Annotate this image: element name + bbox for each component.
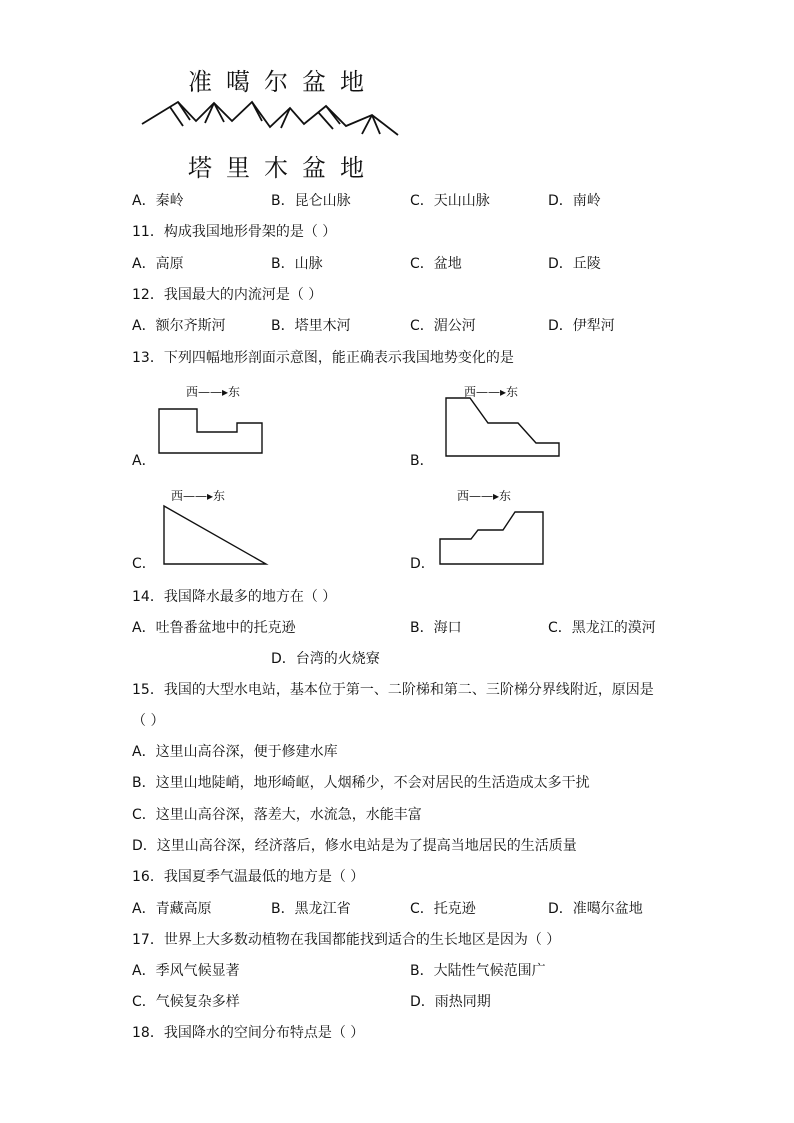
q15-option-b[interactable]: B．这里山地陡峭，地形崎岖，人烟稀少，不会对居民的生活造成太多干扰 (132, 775, 590, 791)
q15-option-d[interactable]: D．这里山高谷深，经济落后，修水电站是为了提高当地居民的生活质量 (132, 838, 577, 854)
q10-option-d[interactable]: D．南岭 (548, 193, 601, 209)
q10-option-b[interactable]: B．昆仑山脉 (271, 193, 351, 209)
q11-option-c[interactable]: C．盆地 (410, 256, 462, 272)
q14-option-b[interactable]: B．海口 (410, 620, 462, 636)
profile-c-direction: 西——▸东 (171, 489, 226, 503)
q13-option-a[interactable]: A． (132, 453, 156, 469)
q11-stem: 11．构成我国地形骨架的是（ ） (132, 224, 337, 240)
figure-top-label: 准噶尔盆地 (188, 68, 378, 96)
q17-stem: 17．世界上大多数动植物在我国都能找到适合的生长地区是因为（ ） (132, 932, 561, 948)
q12-option-c[interactable]: C．湄公河 (410, 318, 476, 334)
q15-stem-line2: （ ） (132, 713, 165, 729)
q16-option-d[interactable]: D．准噶尔盆地 (548, 901, 643, 917)
q14-option-a[interactable]: A．吐鲁番盆地中的托克逊 (132, 620, 296, 636)
q14-option-d[interactable]: D．台湾的火烧寮 (271, 651, 380, 667)
q17-option-a[interactable]: A．季风气候显著 (132, 963, 240, 979)
q11-option-d[interactable]: D．丘陵 (548, 256, 601, 272)
q13-option-b[interactable]: B． (410, 453, 434, 469)
q12-option-b[interactable]: B．塔里木河 (271, 318, 351, 334)
q17-option-b[interactable]: B．大陆性气候范围广 (410, 963, 546, 979)
q15-option-a[interactable]: A．这里山高谷深，便于修建水库 (132, 744, 338, 760)
q16-option-a[interactable]: A．青藏高原 (132, 901, 212, 917)
profile-b-direction: 西——▸东 (464, 385, 519, 399)
profile-a-direction: 西——▸东 (186, 385, 241, 399)
q16-stem: 16．我国夏季气温最低的地方是（ ） (132, 869, 365, 885)
q15-stem-line1: 15．我国的大型水电站，基本位于第一、二阶梯和第二、三阶梯分界线附近，原因是 (132, 682, 654, 698)
q15-option-c[interactable]: C．这里山高谷深，落差大，水流急，水能丰富 (132, 807, 422, 823)
q10-option-a[interactable]: A．秦岭 (132, 193, 184, 209)
figure-bottom-label: 塔里木盆地 (188, 154, 378, 182)
q10-option-c[interactable]: C．天山山脉 (410, 193, 490, 209)
profile-d-direction: 西——▸东 (457, 489, 512, 503)
q13-option-d[interactable]: D． (410, 556, 435, 572)
q12-option-a[interactable]: A．额尔齐斯河 (132, 318, 226, 334)
q12-stem: 12．我国最大的内流河是（ ） (132, 287, 323, 303)
q11-option-b[interactable]: B．山脉 (271, 256, 323, 272)
q14-option-c[interactable]: C．黑龙江的漠河 (548, 620, 656, 636)
q17-option-d[interactable]: D．雨热同期 (410, 994, 491, 1010)
q16-option-c[interactable]: C．托克逊 (410, 901, 476, 917)
q13-stem: 13．下列四幅地形剖面示意图，能正确表示我国地势变化的是 (132, 350, 514, 366)
q12-option-d[interactable]: D．伊犁河 (548, 318, 615, 334)
q13-option-c[interactable]: C． (132, 556, 156, 572)
q16-option-b[interactable]: B．黑龙江省 (271, 901, 351, 917)
q18-stem: 18．我国降水的空间分布特点是（ ） (132, 1025, 365, 1041)
q14-stem: 14．我国降水最多的地方在（ ） (132, 589, 337, 605)
q17-option-c[interactable]: C．气候复杂多样 (132, 994, 240, 1010)
q11-option-a[interactable]: A．高原 (132, 256, 184, 272)
